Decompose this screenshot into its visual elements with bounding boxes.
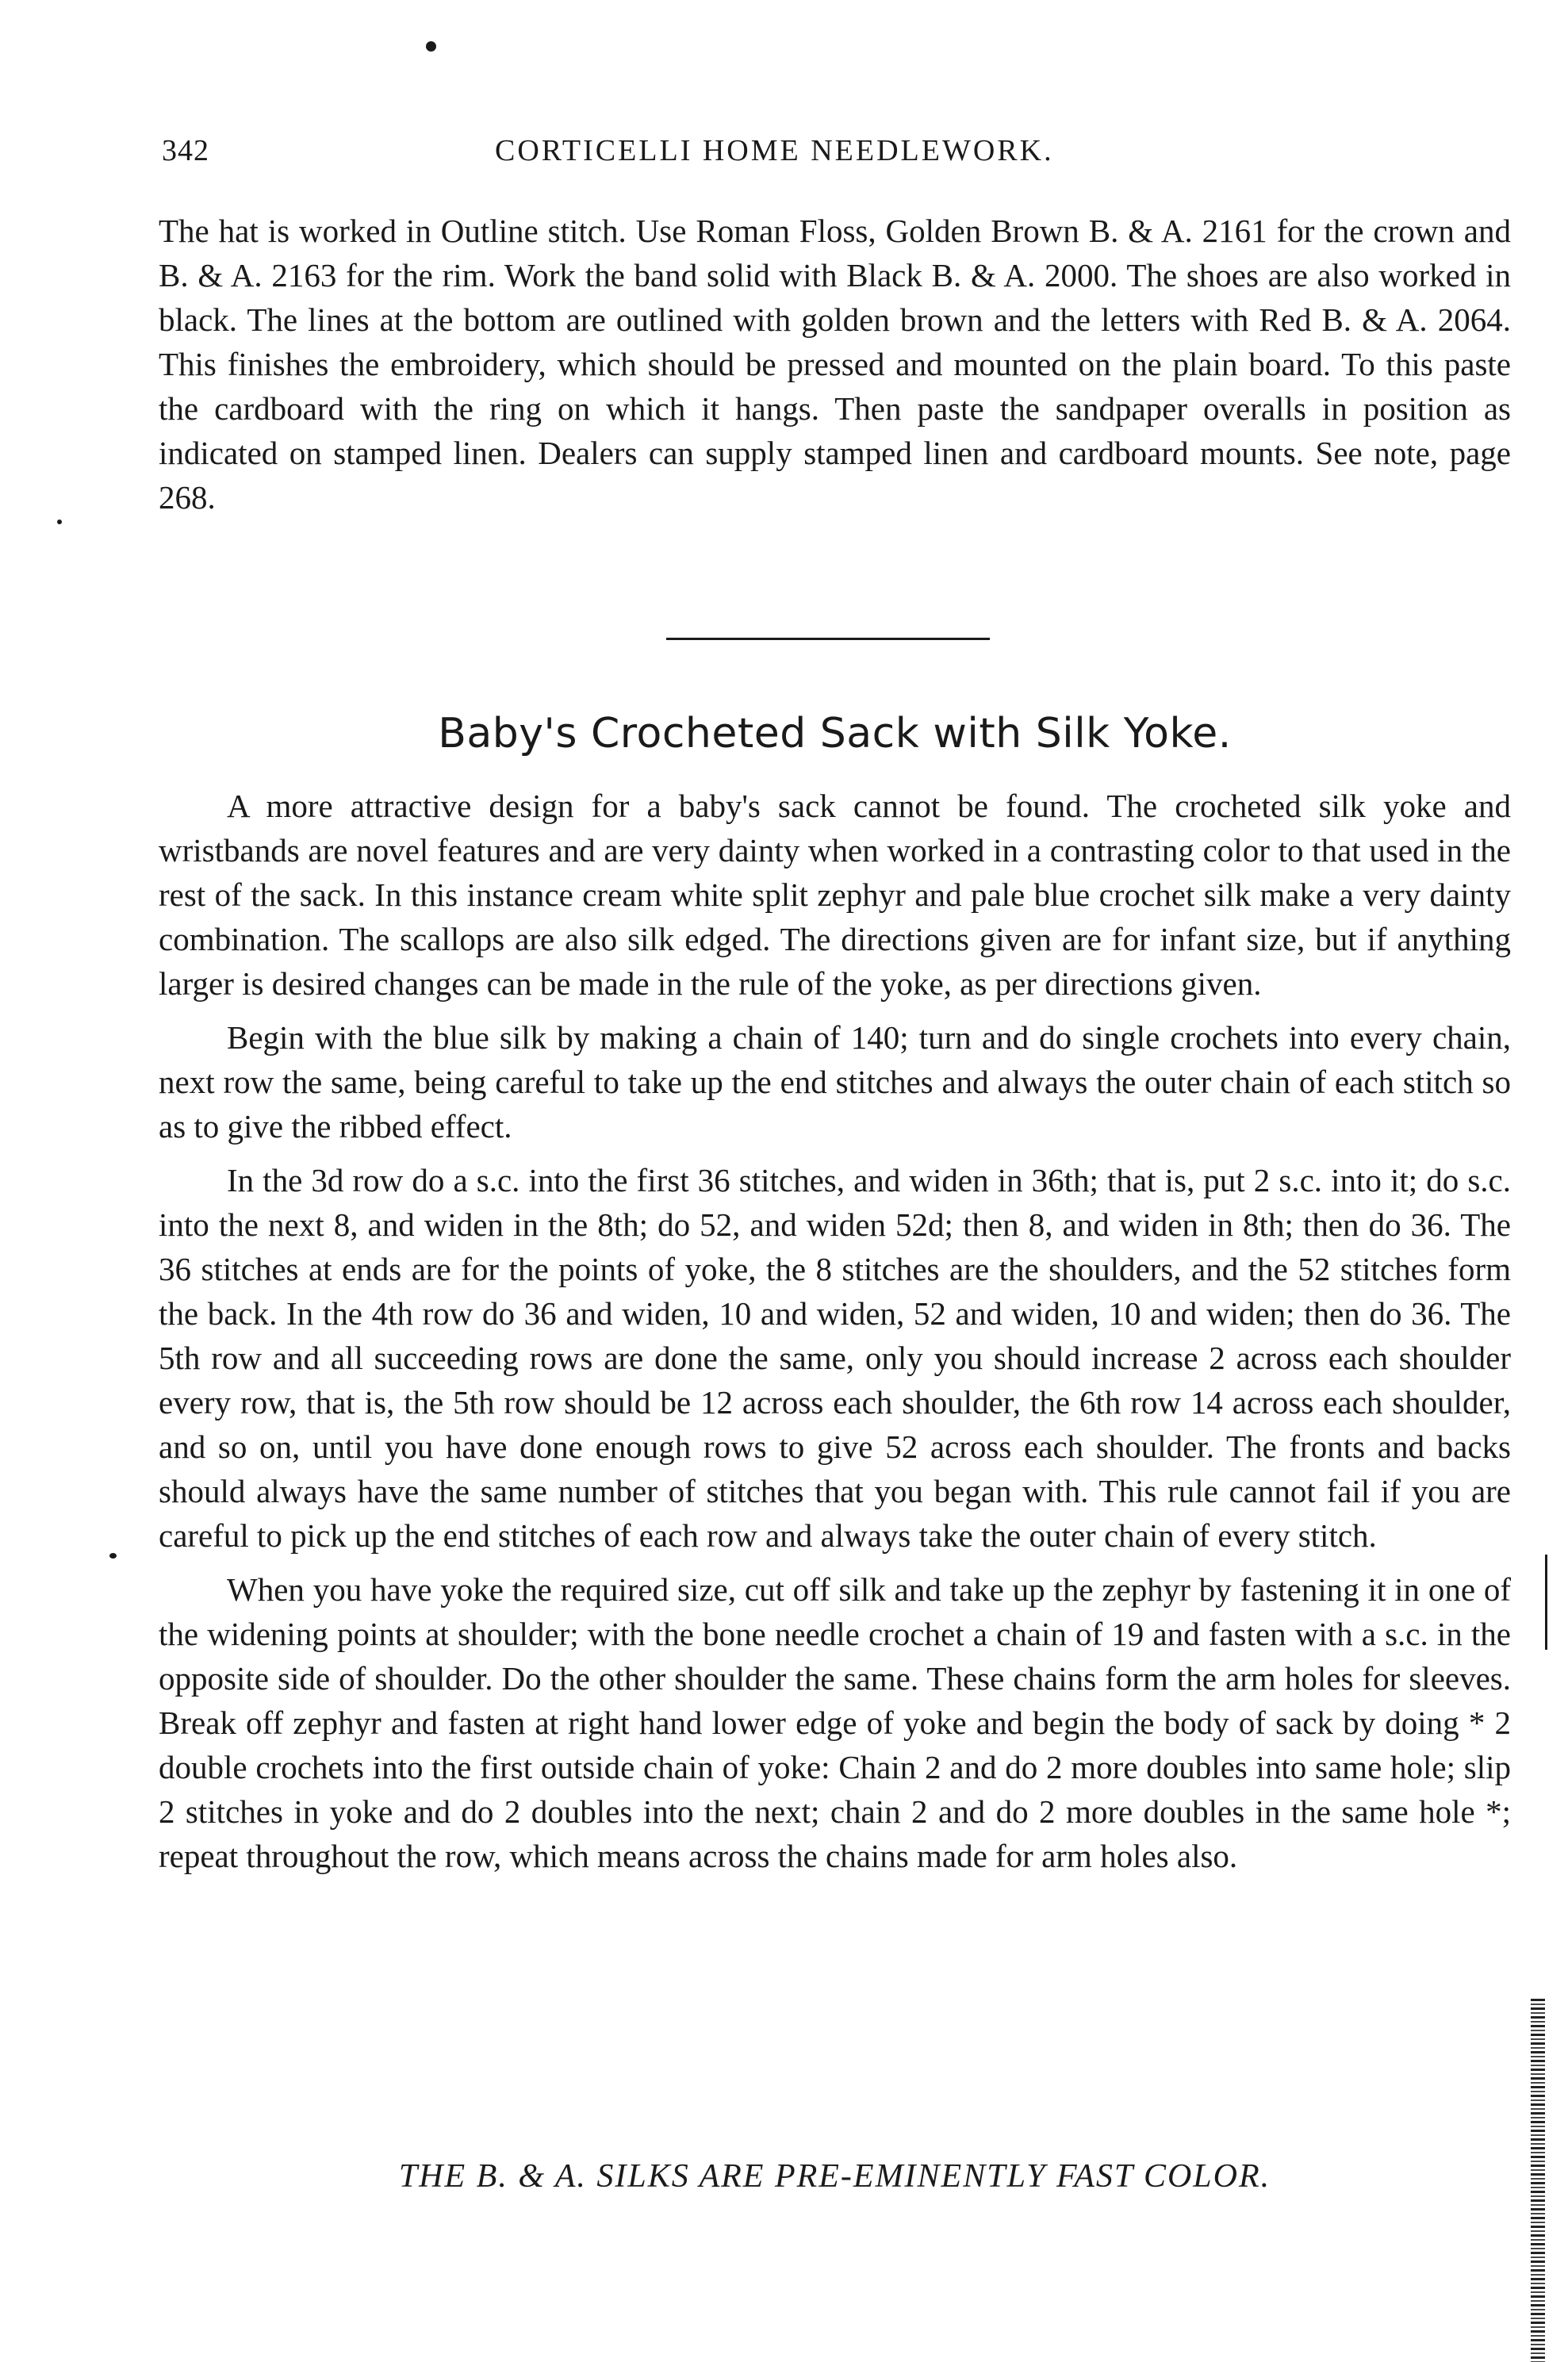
body-paragraph: In the 3d row do a s.c. into the first 36 stitches, and widen in 36th; that is, put 2 s.c. into it; do s.c. into the next 8, and widen in the 8th; do 52, and widen 52d; then 8, and widen in 8th; then do 36. The 36 stitches at ends are for the points of yoke, the 8 stitches are the shoulders, and the 52 stitches form the back. In the 4th row do 36 and widen, 10 and widen, 52 and widen, 10 and widen; then do 36. The 5th row and all succeeding rows are done the same, only you should increase 2 across each shoulder every row, that is, the 5th row should be 12 across each shoulder, the 6th row 14 across each shoulder, and so on, until you have done enough rows to give 52 across each shoulder. The fronts and backs should always have the same number of stitches that you began with. This rule cannot fail if you are careful to pick up the end stitches of each row and always take the outer chain of every stitch. — [159, 1162, 1511, 1554]
footer-note: THE B. & A. SILKS ARE PRE-EMINENTLY FAST COLOR. — [398, 2158, 1271, 2195]
body-paragraph: When you have yoke the required size, cut off silk and take up the zephyr by fastening it in one of the widening points at shoulder; with the bone needle crochet a chain of 19 and fasten with a s.c. in the opposite side of shoulder. Do the other shoulder the same. These chains form the arm holes for sleeves. Break off zephyr and fasten at right hand lower edge of yoke and begin the body of sack by doing * 2 double crochets into the first outside chain of yoke: Chain 2 and do 2 more doubles into same hole; slip 2 stitches in yoke and do 2 doubles into the next; chain 2 and do 2 more doubles in the same hole *; repeat throughout the row, which means across the chains made for arm holes also. — [159, 1571, 1511, 1874]
body-paragraph: A more attractive design for a baby's sack cannot be found. The crocheted silk yoke and wristbands are novel features and are very dainty when worked in a contrasting color to that used in the rest of the sack. In this instance cream white split zephyr and pale blue crochet silk make a very dainty combination. The scallops are also silk edged. The directions given are for infant size, but if anything larger is desired changes can be made in the rule of the yoke, as per directions given. — [159, 788, 1511, 1002]
intro-text — [159, 209, 1511, 520]
margin-mark — [1545, 1555, 1547, 1650]
page-header — [162, 133, 1510, 181]
section-divider-rule — [666, 638, 990, 640]
body-paragraph: Begin with the blue silk by making a chain of 140; turn and do single crochets into every chain, next row the same, being careful to take up the end stitches and always the outer chain of each stitch so as to give the ribbed effect. — [159, 1019, 1511, 1145]
page-number: 342 — [162, 134, 209, 167]
page-edge-strip — [1531, 1999, 1545, 2362]
print-speck — [109, 1553, 117, 1559]
print-speck — [57, 520, 62, 524]
print-speck — [426, 41, 436, 52]
intro-paragraph: The hat is worked in Outline stitch. Use Roman Floss, Golden Brown B. & A. 2161 for the crown and B. & A. 2163 for the rim. Work the band solid with Black B. & A. 2000. The shoes are also worked in black. The lines at the bottom are outlined with golden brown and the letters with Red B. & A. 2064. This finishes the embroidery, which should be pressed and mounted on the plain board. To this paste the cardboard with the ring on which it hangs. Then paste the sandpaper overalls in position as indicated on stamped linen. Dealers can supply stamped linen and cardboard mounts. See note, page 268. — [159, 213, 1511, 516]
section-title: Baby's Crocheted Sack with Silk Yoke. — [438, 710, 1232, 757]
running-head: CORTICELLI HOME NEEDLEWORK. — [495, 134, 1054, 167]
section-body — [159, 784, 1511, 1878]
